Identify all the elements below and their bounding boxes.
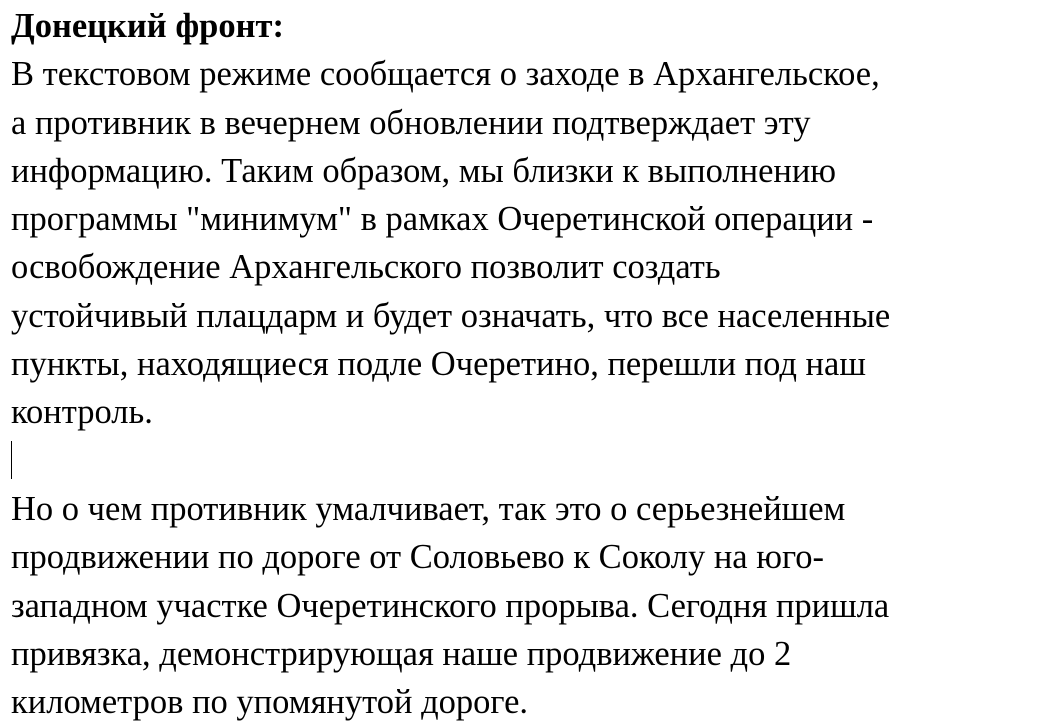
paragraph-1-line: контроль.	[11, 393, 153, 432]
paragraph-2-line: привязка, демонстрирующая наше продвижение до 2	[11, 634, 792, 673]
paragraph-2-line: километров по упомянутой дороге.	[11, 683, 529, 722]
paragraph-1-line: устойчивый плацдарм и будет означать, что все населенные	[11, 296, 891, 335]
paragraph-1-line: В текстовом режиме сообщается о заходе в Архангельское,	[11, 55, 880, 94]
heading: Донецкий фронт:	[11, 7, 284, 45]
empty-line[interactable]	[11, 437, 1046, 485]
paragraph-2-line: Но о чем противник умалчивает, так это о серьезнейшем	[11, 489, 846, 528]
paragraph-2-line: западном участке Очеретинского прорыва. Сегодня пришла	[11, 586, 890, 625]
paragraph-1	[11, 50, 1046, 436]
paragraph-1-line: а противник в вечернем обновлении подтверждает эту	[11, 103, 811, 142]
paragraph-1-line: информацию. Таким образом, мы близки к выполнению	[11, 151, 837, 190]
paragraph-1-line: пункты, находящиеся подле Очеретино, перешли под наш	[11, 345, 866, 384]
text-cursor	[11, 441, 12, 479]
paragraph-2	[11, 485, 1046, 726]
paragraph-2-line: продвижении по дороге от Соловьево к Соколу на юго-	[11, 538, 825, 577]
paragraph-1-line: освобождение Архангельского позволит создать	[11, 248, 721, 287]
paragraph-1-line: программы "минимум" в рамках Очеретинской операции -	[11, 200, 874, 239]
document-body[interactable]	[11, 2, 1046, 726]
